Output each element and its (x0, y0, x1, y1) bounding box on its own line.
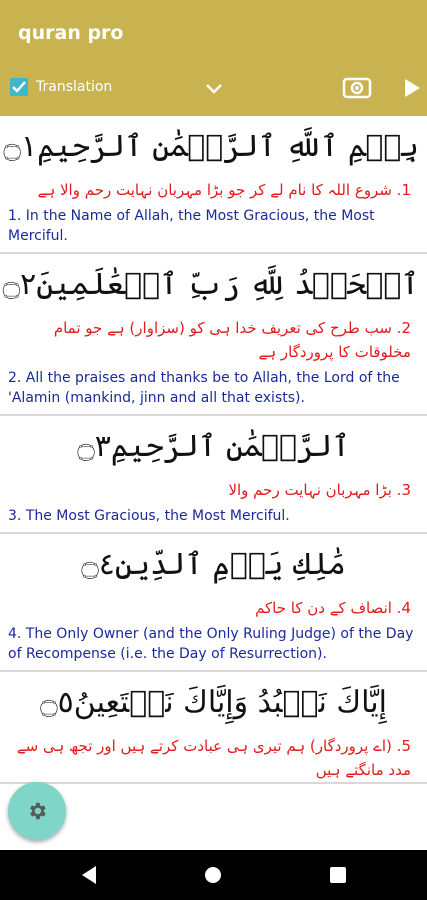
urdu-translation: 2. سب طرح کی تعریف خدا ہی کو (سزاوار) ہے جو تمام مخلوقات کا پروردگار ہے (53, 319, 411, 361)
app-title: quran pro (18, 22, 124, 44)
arabic-text: بِسۡمِ ٱللَّهِ ٱلرَّحۡمَٰنِ ٱلرَّحِيمِ۝١ (3, 129, 419, 164)
verse-item[interactable] (0, 116, 427, 254)
back-icon[interactable] (80, 865, 98, 885)
verse-item[interactable] (0, 534, 427, 672)
translation-label[interactable]: Translation (36, 79, 113, 95)
verse-item[interactable] (0, 672, 427, 784)
system-nav-bar (0, 850, 427, 900)
verse-item[interactable] (0, 416, 427, 534)
urdu-translation: 5. (اے پروردگار) ہم تیری ہی عبادت کرتے ہیں اور تجھ ہی سے مدد مانگتے ہیں (16, 737, 411, 779)
english-translation: 2. All the praises and thanks be to Allah, the Lord of the 'Alamin (mankind, jinn and all that exists). (8, 370, 400, 406)
recents-icon[interactable] (329, 866, 347, 884)
home-icon[interactable] (203, 865, 223, 885)
arabic-text: ٱلۡحَمۡدُ لِلَّهِ رَبِّ ٱلۡعَٰلَمِينَ۝٢ (2, 267, 419, 302)
arabic-text: إِيَّاكَ نَعۡبُدُ وَإِيَّاكَ نَسۡتَعِينُ۝٥ (40, 685, 387, 720)
arabic-text: مَٰلِكِ يَوۡمِ ٱلدِّينِ۝٤ (81, 547, 346, 582)
camera-icon[interactable] (342, 76, 372, 100)
english-translation: 4. The Only Owner (and the Only Ruling Judge) of the Day of Recompense (i.e. the Day of Resurrection). (8, 626, 414, 662)
checkmark-icon (12, 81, 26, 93)
play-icon[interactable] (403, 78, 421, 98)
app-bar (0, 0, 427, 116)
urdu-translation: 4. انصاف کے دن کا حاکم (255, 599, 411, 617)
urdu-translation: 1. شروع اللہ کا نام لے کر جو بڑا مہربان نہایت رحم والا ہے (37, 181, 411, 199)
arabic-text: ٱلرَّحۡمَٰنِ ٱلرَّحِيمِ۝٣ (77, 429, 350, 464)
english-translation: 3. The Most Gracious, the Most Merciful. (8, 508, 290, 524)
translation-checkbox[interactable] (10, 78, 28, 96)
settings-fab-button[interactable] (8, 782, 66, 840)
verse-item[interactable] (0, 254, 427, 416)
chevron-down-icon[interactable] (204, 78, 224, 98)
english-translation: 1. In the Name of Allah, the Most Gracious, the Most Merciful. (8, 208, 375, 244)
urdu-translation: 3. بڑا مہربان نہایت رحم والا (228, 481, 411, 499)
translation-toolbar (0, 66, 427, 110)
gear-icon (26, 800, 48, 822)
verse-list[interactable] (0, 116, 427, 850)
